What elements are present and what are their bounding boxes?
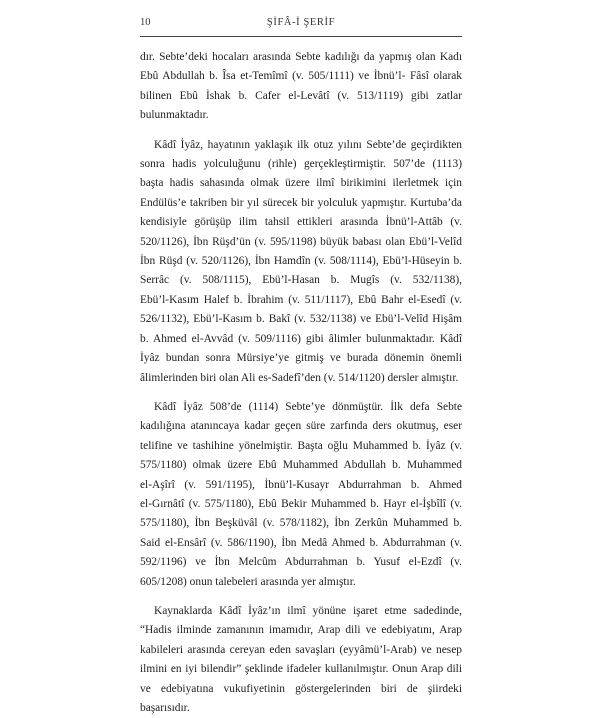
text-line: âlimlerinden biri olan Ali es-Sadefî’den (v. 514/1120) dersler almıştır. — [140, 371, 459, 384]
text-line: başta hadis sahasında olmak üzere ilmî birikimini ilerletmek için — [140, 177, 462, 190]
text-line: bulunmaktadır. — [140, 109, 209, 122]
text-line: Endülüs’e takriben bir yıl sürecek bir yolculuk yapmıştır. Kurtuba’da — [140, 196, 462, 209]
text-line: Ebü’l-Kasım Halef b. İbrahim (v. 511/1117), Ebû Bahr el-Esedî (v. — [140, 293, 462, 306]
body-text — [140, 48, 462, 718]
text-line: ilmini en iyi bilendir” şeklinde ifadeler kullanılmıştır. Onun Arap dili — [140, 663, 462, 676]
text-line: “Hadis ilminde zamanının imamıdır, Arap dili ve edebiyatını, Arap — [140, 624, 462, 637]
text-line: 575/1180) olmak üzere Ebû Muhammed Abdullah b. Muhammed — [140, 459, 462, 472]
paragraph — [140, 398, 462, 592]
text-line: sonra hadis yolculuğunu (rihle) gerçekleştirmiştir. 507’de (1113) — [140, 158, 462, 171]
text-line: el-Gırnâtî (v. 575/1180), Ebû Bekir Muhammed b. Hayr el-İşbîlî (v. — [140, 497, 462, 510]
paragraph-gap — [140, 126, 462, 136]
text-line: 520/1126), İbn Rüşd’ün (v. 595/1198) büyük babası olan Ebü’l-Velîd — [140, 235, 462, 248]
text-line: 605/1208) onun talebeleri arasında yer almıştır. — [140, 575, 356, 588]
header-rule — [140, 36, 462, 37]
text-line: kadılığına atanıncaya kadar geçen süre zarfında ders okutmuş, eser — [140, 420, 462, 433]
text-line: 575/1180), İbn Beşküvâl (v. 578/1182), İbn Zerkûn Muhammed b. — [140, 517, 462, 530]
page-number: 10 — [140, 17, 151, 28]
text-line: Ebû Abdullah b. Îsa et-Temîmî (v. 505/1111) ve İbnü’l- Fâsî olarak — [140, 70, 462, 83]
paragraph — [140, 602, 462, 718]
text-line: telifine ve tashihine yönelmiştir. Başta oğlu Muhammed b. İyâz (v. — [140, 439, 462, 452]
text-line: b. Ahmed el-Avvâd (v. 509/1116) gibi âlimler bulunmaktadır. Kâdî — [140, 332, 462, 345]
text-line: 526/1132), Ebü’l-Kasım b. Bakî (v. 532/1138) ve Ebü’l-Velîd Hişâm — [140, 313, 462, 326]
paragraph — [140, 136, 462, 388]
text-line: Said el-Ensârî (v. 586/1190), İbn Medâ Ahmed b. Abdurrahman (v. — [140, 536, 462, 549]
text-line: ve edebiyatına vukufiyetinin göstergelerinden biri de şiirdeki — [140, 682, 462, 695]
text-line: İbn Rüşd (v. 520/1126), İbn Hamdîn (v. 508/1114), Ebü’l-Hüseyin b. — [140, 255, 462, 268]
text-line: başarısıdır. — [140, 702, 190, 714]
text-line: kabileleri arasında cereyan eden savaşları (eyyâmü’l-Arab) ve nesep — [140, 643, 462, 656]
text-line: 592/1196) ve İbn Melcûm Abdurrahman b. Yusuf el-Ezdî (v. — [140, 556, 462, 569]
text-line: Kaynaklarda Kâdî İyâz’ın ilmî yönüne işaret etme sadedinde, — [154, 604, 462, 617]
running-title: ŞİFÂ-İ ŞERİF — [266, 17, 336, 28]
paragraph-gap — [140, 388, 462, 398]
page-header — [140, 17, 462, 33]
paragraph-gap — [140, 592, 462, 602]
text-line: el-Aşîrî (v. 591/1195), İbnü’l-Kusayr Abdurrahman b. Ahmed — [140, 478, 462, 491]
text-line: dır. Sebte’deki hocaları arasında Sebte kadılığı da yapmış olan Kadı — [140, 51, 462, 63]
text-line: Kâdî İyâz, hayatının yaklaşık ilk otuz yılını Sebte’de geçirdikten — [154, 138, 462, 151]
text-line: İyâz bundan sonra Mürsiye’ye gitmiş ve burada dönemin önemli — [140, 352, 462, 365]
text-line: bilinen Ebû İshak b. Cafer el-Levâtî (v. 513/1119) gibi zatlar — [140, 89, 462, 102]
text-line: Serrâc (v. 508/1115), Ebü’l-Hasan b. Mugîs (v. 532/1138), — [140, 274, 462, 287]
text-line: Kâdî İyâz 508’de (1114) Sebte’ye dönmüştür. İlk defa Sebte — [154, 400, 462, 413]
paragraph — [140, 48, 462, 126]
text-line: kendisiyle görüşüp ilim tahsil ettikleri arasında İbnü’l-Attâb (v. — [140, 216, 462, 229]
